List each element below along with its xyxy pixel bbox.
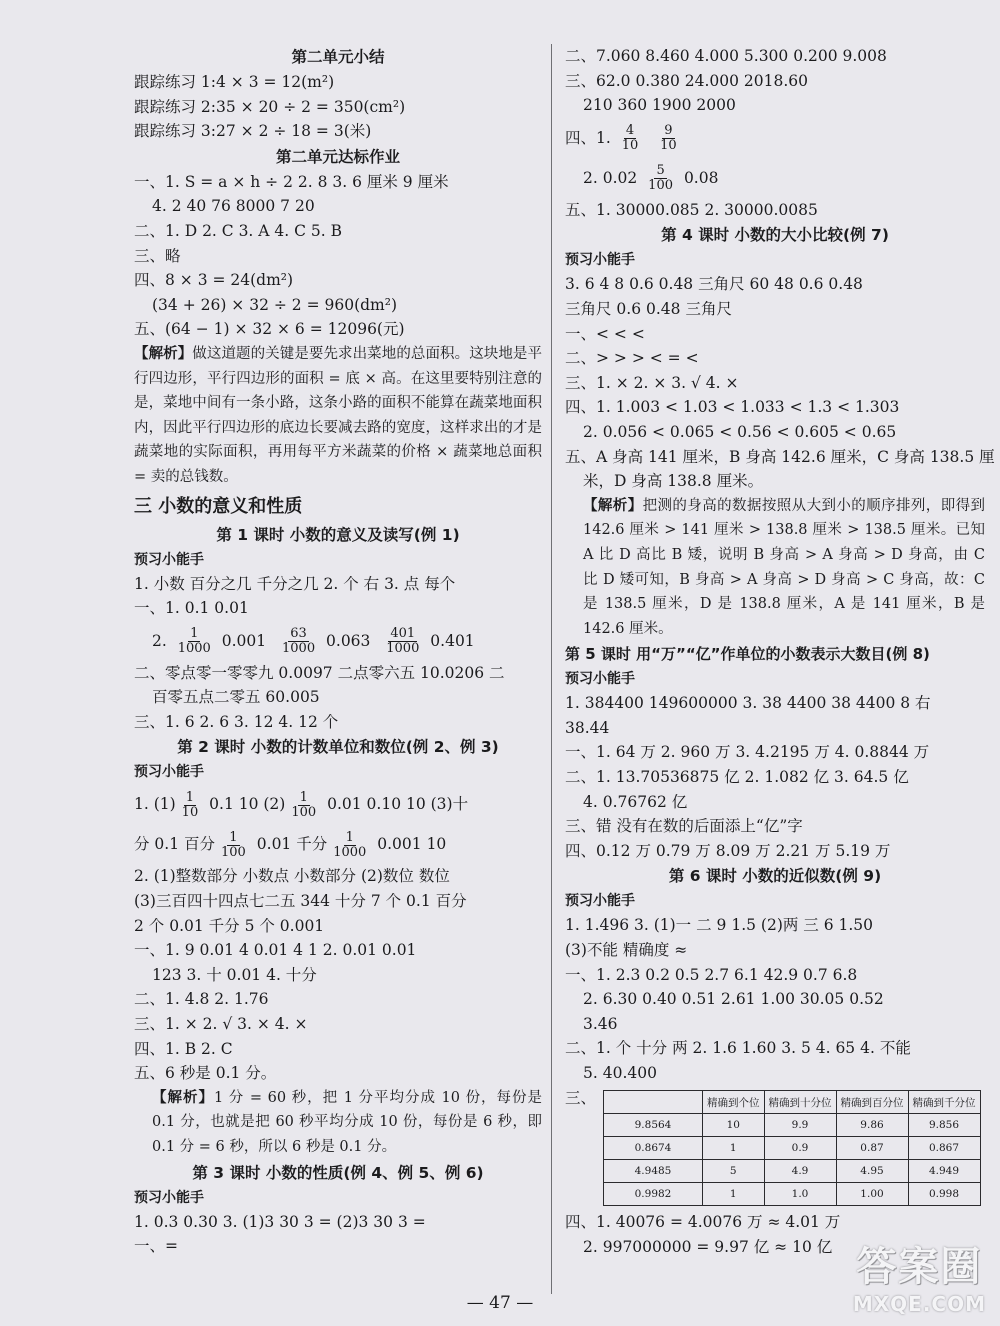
l6-line-j: 2. 997000000 = 9.97 亿 ≈ 10 亿 — [583, 1237, 833, 1256]
l2-line-d: (3)三百四十四点七二五 344 十分 7 个 0.1 百分 — [134, 892, 467, 911]
table-cell: 0.867 — [908, 1137, 980, 1160]
l1-line-fractions: 2. $\frac{1}{1000}$ 0.001 $\frac{63}{1000}$ 0.063 $\frac{401}{1000}$ 0.401 — [152, 626, 475, 657]
l1-line-e: 百零五点二零五 60.005 — [152, 688, 320, 707]
preview-heading-5: 预习小能手 — [565, 671, 635, 688]
r-line-5: 2. 0.02 $\frac{5}{100}$ 0.08 — [583, 163, 719, 194]
l6-line-e: 3.46 — [583, 1014, 618, 1033]
l5-line-g: 四、0.12 万 0.79 万 8.09 万 2.21 万 5.19 万 — [565, 841, 891, 860]
l5-line-e: 4. 0.76762 亿 — [583, 792, 688, 811]
fraction: $\frac{401}{1000}$ — [386, 626, 420, 657]
summary-line-3: 跟踪练习 3:27 × 2 ÷ 18 = 3(米) — [134, 122, 372, 141]
l4-line-b: 三角尺 0.6 0.48 三角尺 — [565, 299, 732, 318]
table-cell: 0.998 — [908, 1183, 980, 1206]
r-line-1: 二、7.060 8.460 4.000 5.300 0.200 9.008 — [565, 47, 887, 65]
l4-line-f: 四、1. 1.003 < 1.03 < 1.033 < 1.3 < 1.303 — [565, 398, 900, 417]
hw-line-7: 五、(64 − 1) × 32 × 6 = 12096(元) — [134, 320, 405, 339]
l2-line-f: 一、1. 9 0.01 4 0.01 4 1 2. 0.01 0.01 — [134, 941, 417, 960]
lesson5-title: 第 5 课时 用“万”“亿”作单位的小数表示大数目(例 8) — [565, 645, 930, 664]
hw-line-3: 二、1. D 2. C 3. A 4. C 5. B — [134, 221, 343, 240]
r-line-4: 四、1. $\frac{4}{10}$ $\frac{9}{10}$ — [565, 123, 677, 154]
fraction: $\frac{1}{1000}$ — [333, 829, 367, 860]
l6-line-c: 一、1. 2.3 0.2 0.5 2.7 6.1 42.9 0.7 6.8 — [565, 965, 858, 984]
l4-line-i: 米，D 身高 138.8 厘米。 — [583, 472, 764, 491]
l2-line-a: 1. (1) $\frac{1}{10}$ 0.1 10 (2) $\frac{1}{100}$ 0.01 0.10 10 (3)十 — [134, 789, 469, 820]
table-cell: 0.87 — [836, 1137, 908, 1160]
l3-line-b: 一、= — [134, 1237, 178, 1256]
summary-line-1: 跟踪练习 1:4 × 3 = 12(m²) — [134, 73, 335, 91]
table-cell: 9.8564 — [604, 1114, 703, 1137]
l5-line-b: 38.44 — [565, 718, 610, 737]
hw-line-4: 三、略 — [134, 246, 181, 265]
l5-line-f: 三、错 没有在数的后面添上“亿”字 — [565, 817, 803, 836]
fraction: $\frac{5}{100}$ — [648, 163, 673, 194]
fraction: $\frac{9}{10}$ — [660, 123, 677, 154]
r-line-2: 三、62.0 0.380 24.000 2018.60 — [565, 71, 808, 90]
table-row — [604, 1183, 981, 1206]
preview-heading-6: 预习小能手 — [565, 893, 635, 910]
table-cell: 0.9982 — [604, 1183, 703, 1206]
fraction: $\frac{1}{1000}$ — [177, 626, 211, 657]
table-cell: 4.949 — [908, 1160, 980, 1183]
l6-line-i: 四、1. 40076 = 4.0076 万 ≈ 4.01 万 — [565, 1213, 841, 1232]
l1-line-f: 三、1. 6 2. 6 3. 12 4. 12 个 — [134, 712, 339, 731]
l6-line-a: 1. 1.496 3. (1)一 二 9 1.5 (2)两 三 6 1.50 — [565, 916, 874, 935]
hw-line-1: 一、1. S = a × h ÷ 2 2. 8 3. 6 厘米 9 厘米 — [134, 172, 449, 191]
table-cell: 10 — [703, 1114, 765, 1137]
right-column — [565, 44, 995, 1259]
table-cell: 9.856 — [908, 1114, 980, 1137]
l6-line-d: 2. 6.30 0.40 0.51 2.61 1.00 30.05 0.52 — [583, 990, 884, 1009]
preview-heading-4: 预习小能手 — [565, 252, 635, 269]
l2-line-g: 123 3. 十 0.01 4. 十分 — [152, 965, 317, 984]
l2-line-k: 五、6 秒是 0.1 分。 — [134, 1064, 277, 1083]
l5-line-d: 二、1. 13.70536875 亿 2. 1.082 亿 3. 64.5 亿 — [565, 768, 909, 787]
l6-line-f: 二、1. 个 十分 两 2. 1.6 1.60 3. 5 4. 65 4. 不能 — [565, 1039, 911, 1058]
lesson6-title: 第 6 课时 小数的近似数(例 9) — [668, 867, 882, 886]
unit3-title: 三 小数的意义和性质 — [134, 495, 303, 517]
l6-line-g: 5. 40.400 — [583, 1064, 657, 1082]
analysis-1: 【解析】做这道题的关键是要先求出菜地的总面积。这块地是平行四边形，平行四边形的面积 = 底 × 高。在这里要特别注意的是，菜地中间有一条小路，这条小路的面积不能算在蔬菜地面积内，因此平行四边形的底边长要减去路的宽度，这样求出的才是蔬菜地的实际面积，再用每平方米蔬菜的价格 × 蔬菜地总面积 = 卖的总钱数。 — [134, 345, 542, 485]
l1-line-b: 一、1. 0.1 0.01 — [134, 599, 249, 618]
l6-line-b: (3)不能 精确度 ≈ — [565, 941, 688, 960]
left-column — [134, 44, 542, 1259]
analysis-tag: 【解析】 — [134, 345, 193, 362]
watermark-logo: 答案圈 MXQE.COM — [852, 1244, 986, 1316]
l2-line-e: 2 个 0.01 千分 5 个 0.001 — [134, 916, 325, 935]
fraction: $\frac{1}{100}$ — [291, 789, 317, 820]
table-row — [604, 1114, 981, 1137]
table-cell: 4.9485 — [604, 1160, 703, 1183]
fraction: $\frac{1}{10}$ — [181, 789, 199, 820]
table-row — [604, 1137, 981, 1160]
preview-heading-2: 预习小能手 — [134, 764, 204, 781]
lesson1-title: 第 1 课时 小数的意义及读写(例 1) — [216, 525, 460, 544]
lesson3-title: 第 3 课时 小数的性质(例 4、例 5、例 6) — [192, 1163, 484, 1182]
l4-line-g: 2. 0.056 < 0.065 < 0.56 < 0.605 < 0.65 — [583, 422, 897, 441]
l3-line-a: 1. 0.3 0.30 3. (1)3 30 3 = (2)3 30 3 = — [134, 1212, 426, 1231]
table-cell: 1.00 — [836, 1183, 908, 1206]
table-header-row — [604, 1091, 981, 1114]
table-cell: 1 — [703, 1183, 765, 1206]
table-cell: 9.9 — [764, 1114, 836, 1137]
hw-line-2: 4. 2 40 76 8000 7 20 — [152, 197, 315, 216]
table-row — [604, 1160, 981, 1183]
l6-line-h: 三、 — [565, 1088, 597, 1107]
l1-line-d: 二、零点零一零零九 0.0097 二点零六五 10.0206 二 — [134, 663, 505, 682]
column-divider — [551, 44, 552, 1294]
table-cell: 1.0 — [764, 1183, 836, 1206]
table-cell: 4.9 — [764, 1160, 836, 1183]
l4-line-e: 三、1. × 2. × 3. √ 4. × — [565, 373, 739, 392]
hw-line-5: 四、8 × 3 = 24(dm²) — [134, 271, 294, 290]
preview-heading-3: 预习小能手 — [134, 1189, 204, 1206]
l2-line-c: 2. (1)整数部分 小数点 小数部分 (2)数位 数位 — [134, 867, 450, 886]
l4-line-h: 五、A 身高 141 厘米，B 身高 142.6 厘米，C 身高 138.5 厘 — [565, 447, 995, 466]
l2-line-j: 四、1. B 2. C — [134, 1039, 233, 1058]
lesson4-title: 第 4 课时 小数的大小比较(例 7) — [661, 226, 889, 245]
fraction: $\frac{4}{10}$ — [621, 123, 639, 154]
table-cell: 0.9 — [764, 1137, 836, 1160]
table-header: 精确到百分位 — [836, 1091, 908, 1114]
table-cell: 0.8674 — [604, 1137, 703, 1160]
table-cell: 9.86 — [836, 1114, 908, 1137]
unit2-homework-title: 第二单元达标作业 — [275, 147, 400, 166]
table-header: 精确到十分位 — [764, 1091, 836, 1114]
l2-line-h: 二、1. 4.8 2. 1.76 — [134, 990, 269, 1009]
unit2-summary-title: 第二单元小结 — [291, 48, 385, 66]
l5-line-a: 1. 384400 149600000 3. 38 4400 38 4400 8 右 — [565, 694, 931, 713]
analysis-2: 【解析】1 分 = 60 秒，把 1 分平均分成 10 份，每份是 0.1 分，也就是把 60 秒平均分成 10 份，每份是 6 秒，即 0.1 分 = 6 秒，所以 6 秒是 0.1 分。 — [152, 1089, 543, 1155]
analysis-3: 【解析】把测的身高的数据按照从大到小的顺序排列，即得到 142.6 厘米 > 141 厘米 > 138.8 厘米 > 138.5 厘米。已知 A 比 D 高比 B 矮，说明 B 身高 > A 身高 > D 身高，由 C 比 D 矮可知，B 身高 > A 身高 > D 身高 > C 身高，故：C 是 138.5 厘米，D 是 138.8 厘米，A 是 141 厘米，B 是 142.6 厘米。 — [583, 497, 986, 637]
table-header: 精确到个位 — [703, 1091, 765, 1114]
r-line-6: 五、1. 30000.085 2. 30000.0085 — [565, 200, 818, 219]
l2-line-i: 三、1. × 2. √ 3. × 4. × — [134, 1015, 308, 1034]
table-header — [604, 1091, 703, 1114]
l1-line-a: 1. 小数 百分之几 千分之几 2. 个 右 3. 点 每个 — [134, 574, 456, 593]
l4-line-c: 一、< < < — [565, 324, 645, 343]
preview-heading-1: 预习小能手 — [134, 551, 204, 568]
hw-line-6: (34 + 26) × 32 ÷ 2 = 960(dm²) — [152, 295, 398, 314]
page-number: — 47 — — [466, 1293, 534, 1313]
table-cell: 5 — [703, 1160, 765, 1183]
table-cell: 4.95 — [836, 1160, 908, 1183]
fraction: $\frac{1}{100}$ — [221, 829, 246, 860]
lesson2-title: 第 2 课时 小数的计数单位和数位(例 2、例 3) — [177, 738, 499, 757]
summary-line-2: 跟踪练习 2:35 × 20 ÷ 2 = 350(cm²) — [134, 97, 406, 116]
fraction: $\frac{63}{1000}$ — [282, 626, 316, 657]
l2-line-b: 分 0.1 百分 $\frac{1}{100}$ 0.01 千分 $\frac{1}{1000}$ 0.001 10 — [134, 829, 447, 860]
table-cell: 1 — [703, 1137, 765, 1160]
l5-line-c: 一、1. 64 万 2. 960 万 3. 4.2195 万 4. 0.8844 万 — [565, 743, 930, 762]
table-header: 精确到千分位 — [908, 1091, 980, 1114]
l4-line-a: 3. 6 4 8 0.6 0.48 三角尺 60 48 0.6 0.48 — [565, 275, 863, 294]
l4-line-d: 二、> > > < = < — [565, 349, 699, 368]
r-line-3: 210 360 1900 2000 — [583, 96, 736, 115]
approximation-table — [603, 1090, 981, 1206]
